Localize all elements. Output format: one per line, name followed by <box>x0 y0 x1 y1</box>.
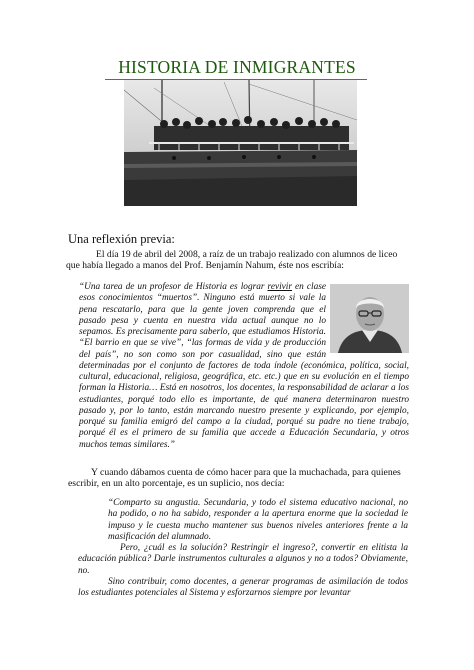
intro-paragraph <box>66 249 409 272</box>
quote2-paragraph-2-wrap <box>78 543 408 577</box>
quote1-text-b: en clase esos conocimientos “muertos”. Ninguno está muerto si vale la pena rescatarlo, para que la gente joven comprenda que el pasado pesa y cuenta en nuestra vida actual aunque no lo sepamos. Es precisamente para saberlo, que estudiamos Historia. “El barrio en que se vive”, “las formas de vida y de producción del país”, no son como son por casualidad, sino que están determinadas por el conjunto de factores de toda índole (económica, política, social, cultural, educacional, religiosa, geográfica, etc. etc.) que en su evolución en el tiempo forman la Historia… Está en nosotros, los docentes, la responsabilidad de aclarar a los estudiantes, porqué todo ello es importante, de qué manera determinaron nuestro pasado y, por lo tanto, están marcando nuestro presente y explicando, por ejemplo, porqué su familia emigró del campo a la ciudad, porqué su padre no tiene trabajo, porqué él es el primero de su familia que accede a Educación Secundaria, y otros muchos temas similares.” <box>79 282 409 450</box>
intro-line-1: El día 19 de abril del 2008, a raíz de un trabajo realizado con alumnos de liceo <box>96 249 398 260</box>
intro-line-2: que había llegado a manos del Prof. Benjamín Nahum, éste nos escribía: <box>66 260 344 272</box>
quote1-text-a: “Una tarea de un profesor de Historia es lograr <box>79 282 268 292</box>
quote2-paragraph-2: Pero, ¿cuál es la solución? Restringir el ingreso?, convertir en elitista la educación pública? Darle instrumentos culturales a algunos y no a todos? Obviamente, no. <box>78 543 408 576</box>
nahum-reply-quote <box>78 498 408 600</box>
quote2-paragraph-3: Sino contribuir, como docentes, a generar programas de asimilación de todos los estudiantes potenciales al Sistema y esforzarnos siempre por levantar <box>78 577 408 599</box>
quote2-paragraph-1: “Comparto su angustia. Secundaria, y todo el sistema educativo nacional, no ha podido, o no ha sabido, responder a la apertura enorme que la sociedad le impuso y le cuesta mucho mantener sus buenos niveles anteriores frente a la masificación del alumnado. <box>108 498 408 542</box>
p2-line-2: escribir, en un alto porcentaje, es un suplicio, nos decía: <box>68 478 285 490</box>
quote2-paragraph-3-wrap <box>78 577 408 600</box>
section-subheading: Una reflexión previa: <box>68 232 175 246</box>
document-title: HISTORIA DE INMIGRANTES <box>118 57 356 77</box>
man-portrait-photo <box>330 284 409 353</box>
quote1-underlined-word: revivir <box>267 282 292 292</box>
nahum-quote <box>79 282 409 451</box>
p2-line-1: Y cuando dábamos cuenta de cómo hacer para que la muchachada, para quienes <box>91 467 401 478</box>
ship-deck-photo <box>124 80 357 206</box>
second-paragraph <box>68 467 409 490</box>
